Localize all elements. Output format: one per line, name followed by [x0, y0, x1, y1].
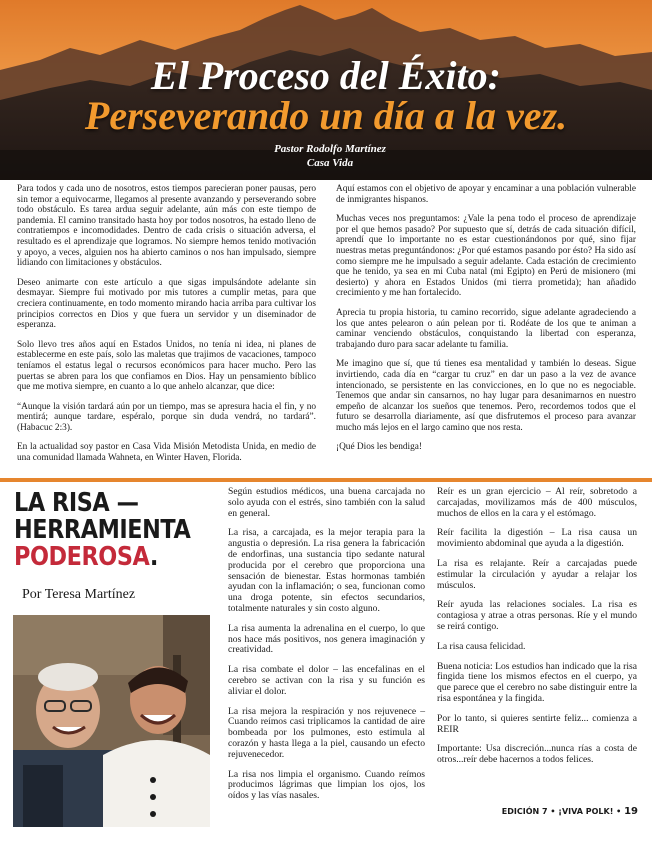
paragraph: Buena noticia: Los estudios han indicado que la risa fingida tiene los mismos efectos en el cuerpo, ya que parece que el cerebro no sabe distinguir entre la risa espontánea y la fingida. [437, 660, 637, 704]
section-divider [0, 478, 652, 482]
edition-label: EDICIÓN 7 [501, 807, 548, 816]
paragraph: Reír facilita la digestión – La risa causa un movimiento abdominal que ayuda a la digestión. [437, 527, 637, 550]
article2-author: Por Teresa Martínez [22, 587, 136, 602]
paragraph: Para todos y cada uno de nosotros, estos tiempos parecieran poner pausas, pero sin temor a equivocarme, llegamos al presente avanzando y perseverando sobre todo obstáculo. Es tarea ardua seguir adelante, aún más con este tiempo de pandemia. El camino transitado hasta hoy por todos nosotros, ha estado lleno de contratiempos e incomodidades. Dentro de cada crisis o situación adversa, el resultado es el aprendizaje que logramos. No siempre hemos tenido motivación y apoyo, a veces, alguien nos ha abierto caminos o nos han impulsado, siempre lidiando con limitaciones y obstáculos. [17, 184, 316, 269]
paragraph: Aprecia tu propia historia, tu camino recorrido, sigue adelante agradeciendo a los que antes pelearon o aún pelean por ti. Rodéate de los que te animan a caminar venciendo obstáculos, conquistando la libertad con esperanza, trabajando duro para sacar adelante tu familia. [336, 307, 636, 350]
title-period: . [149, 542, 158, 572]
paragraph: Reír ayuda las relaciones sociales. La risa es contagiosa y atrae a otras personas. Ríe y el mundo se reirá contigo. [437, 599, 637, 632]
paragraph: La risa causa felicidad. [437, 640, 526, 652]
closing-blessing: ¡Qué Dios les bendiga! [336, 442, 422, 453]
paragraph: Deseo animarte con este artículo a que sigas impulsándote adelante sin desmayar. Siempre fui motivado por mis tutores a cumplir metas, para que creciera continuamente, en todo momento mirando hacia arriba para cultivar los principios correctos en Dios y que fuera un servidor y un diseminador de esperanza. [17, 277, 316, 331]
paragraph: La risa nos limpia el organismo. Cuando reímos producimos lágrimas que limpian los ojos, los oídos y las vías nasales. [228, 768, 425, 802]
paragraph: En la actualidad soy pastor en Casa Vida Misión Metodista Unida, en medio de una comunidad llamada Wahneta, en Winter Haven, Florida. [17, 442, 316, 464]
author-organization: Casa Vida [306, 157, 354, 169]
article-title-line2: Perseverando un día a la vez. [84, 93, 568, 138]
article2-column-right [437, 487, 637, 775]
article2-title-line1: LA RISA — [14, 488, 139, 518]
paragraph: Reír es un gran ejercicio – Al reír, sobretodo a carcajadas, movilizamos más de 400 músculos, muchos de ellos en la cara y el estómago. [437, 486, 637, 519]
article2-photo [13, 615, 210, 827]
article2-column-left [228, 487, 425, 811]
article2-title [14, 488, 191, 572]
paragraph: Aquí estamos con el objetivo de apoyar y encaminar a una población vulnerable de inmigrantes hispanos. [336, 184, 636, 205]
paragraph: La risa combate el dolor – las encefalinas en el cerebro se activan con la risa y su función es aliviar el dolor. [228, 664, 425, 697]
bible-quote: “Aunque la visión tardará aún por un tiempo, mas se apresura hacia el fin, y no mentirá; aunque tardare, espéralo, porque sin duda vendrá, no tardará”. (Habacuc 2:3). [17, 401, 316, 433]
footer-bullet: • [616, 807, 622, 816]
paragraph: Muchas veces nos preguntamos: ¿Vale la pena todo el proceso de aprendizaje por el que hemos pasado? Por supuesto que sí, detrás de cada situación difícil, aprendí que lo importante no es estar cuestionándonos por qué, sino fijar nuestras metas preguntándonos: ¿Por qué estamos pasando por ésto? Ha sido así como siempre me he impulsado a seguir adelante. Cada estación de crecimiento que he tenido, ya sea en mi Cuba natal (mi Egipto) en Perú de misionero (mi desierto) y ahora en Estados Unidos (mi tierra prometida); han añadido crecimiento y me han fortalecido. [336, 214, 636, 299]
photo-illustration [13, 615, 210, 827]
paragraph: Según estudios médicos, una buena carcajada no solo ayuda con el estrés, sino también con la salud en general. [228, 486, 425, 519]
article1-column-left [17, 184, 316, 473]
page-number: 19 [624, 806, 638, 817]
article1-column-right [336, 184, 636, 462]
footer-bullet: • [550, 807, 556, 816]
title-highlight: PODEROSA [14, 542, 150, 572]
article2-title-line2: HERRAMIENTA [14, 515, 191, 545]
paragraph: Por lo tanto, si quieres sentirte feliz... comienza a REIR [437, 712, 637, 735]
author-name: Pastor Rodolfo Martínez [274, 143, 386, 155]
page-footer [468, 806, 638, 817]
paragraph: Solo llevo tres años aquí en Estados Unidos, no tenía ni idea, ni planes de establecerme en este país, solo las maletas que trajimos de vacaciones, tampoco teníamos el estatus legal o recursos económicos para hacer mucho. Pero las puertas se abren para los que confiamos en Dios. Hay un pensamiento bíblico que me motiva siempre, en cuanto a lo que anhelo alcanzar, que dice: [17, 339, 316, 393]
paragraph: La risa, a carcajada, es la mejor terapia para la angustia o depresión. La risa genera la fabricación de endorfinas, una sustancia tipo sedante natural producida por el cerebro que proporciona una sensación de bienestar. Estas hormonas también ayudan con la inflamación; o sea, funcionan como una droga potente, sin efectos secundarios, totalmente naturales y sin costo alguno. [228, 527, 425, 614]
paragraph: La risa es relajante. Reír a carcajadas puede estimular la circulación y ayudar a relajar los músculos. [437, 557, 637, 591]
paragraph: Me imagino que sí, que tú tienes esa mentalidad y también lo deseas. Sigue invirtiendo, cada día en “cargar tu cruz” en dar un paso a la vez de avance intencionado, se persistente en las convicciones, en lo que no es negociable. Tenemos que andar sin cansarnos, no hay lugar para desanimarnos en nuestro empeño de alcanzar los sueños que tenemos. Pero, recordemos todos que el futuro se desarrolla diariamente, así que disfrutemos el proceso para avanzar mucho más lejos en el largo camino que nos resta. [336, 359, 636, 433]
article2-title-line3 [14, 544, 186, 571]
paragraph: La risa aumenta la adrenalina en el cuerpo, lo que nos hace más positivos, nos genera imaginación y creatividad. [228, 622, 425, 656]
paragraph: Importante: Usa discreción...nunca rías a costa de otros...reír debe hacernos a todos felices. [437, 743, 637, 766]
paragraph: La risa mejora la respiración y nos rejuvenece – Cuando reímos casi triplicamos la cantidad de aire bombeada por los pulmones, esto estimula al corazón y hasta llega a la piel, causando un efecto rejuvenecedor. [228, 705, 425, 760]
article-title-line1: El Proceso del Éxito: [151, 53, 501, 98]
hero-banner [0, 0, 652, 180]
magazine-name: ¡VIVA POLK! [558, 807, 614, 816]
